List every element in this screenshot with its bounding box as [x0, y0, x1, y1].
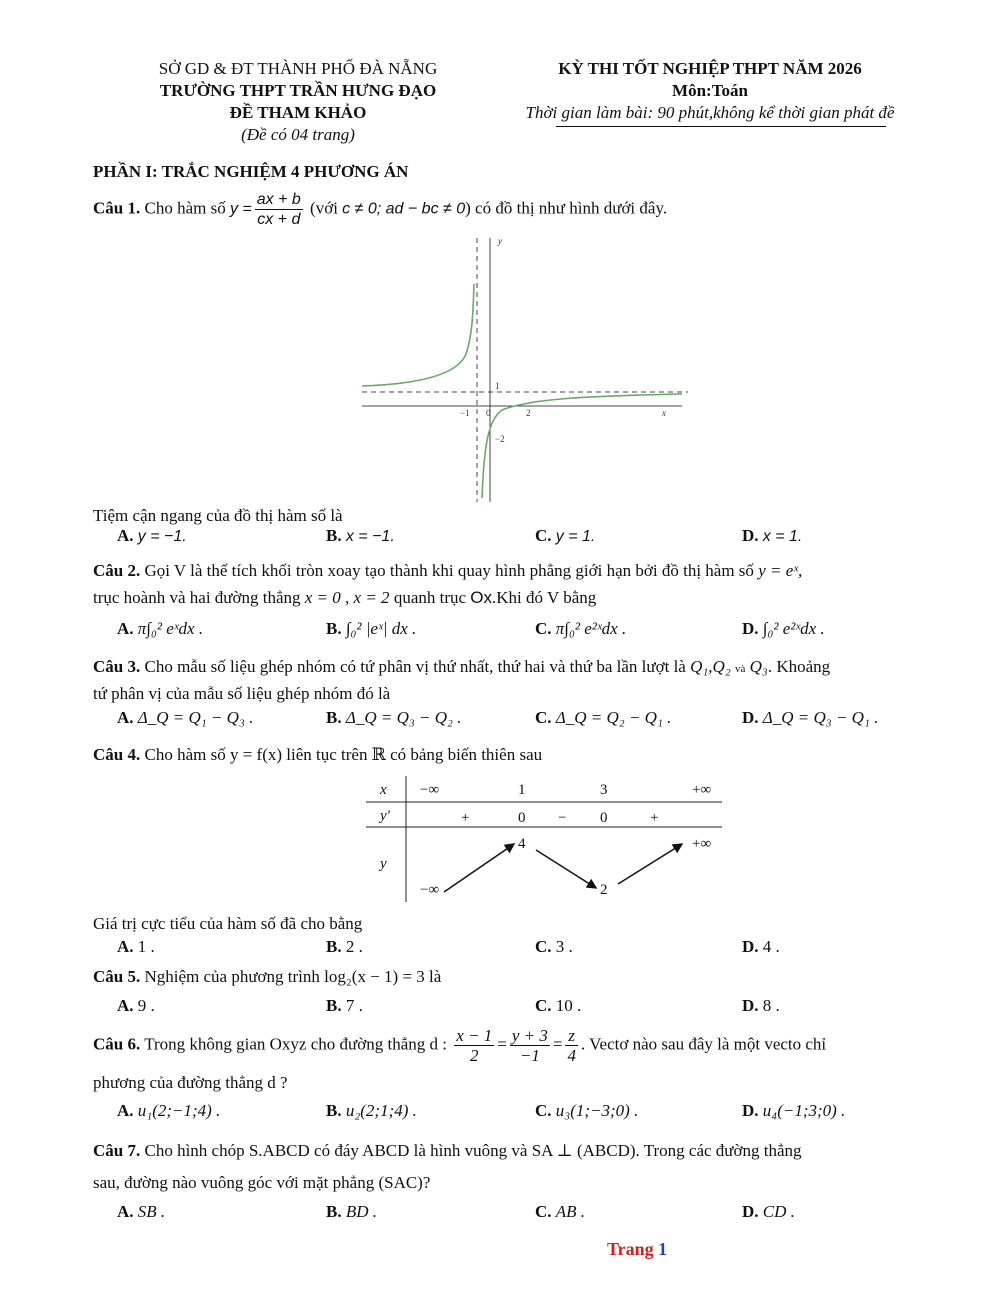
condition-open: (với — [310, 198, 338, 218]
question-label: Câu 2. — [93, 561, 141, 580]
question-label: Câu 7. — [93, 1141, 141, 1160]
q4-option-c[interactable]: C. 3 . — [535, 937, 573, 956]
q7-option-a[interactable]: A. SB . — [117, 1202, 166, 1221]
function-graph — [362, 236, 688, 502]
header-left — [118, 58, 478, 146]
tick-0: 0 — [486, 408, 491, 418]
function-formula: y = eˣ, — [758, 561, 803, 580]
y-row-label: y — [380, 856, 387, 872]
q2-option-b[interactable]: B. ∫₀² |eˣ| dx . — [326, 619, 417, 638]
q4-prompt: Giá trị cực tiểu của hàm số đã cho bằng — [93, 914, 363, 933]
y-val-max: 4 — [518, 836, 526, 852]
q5-option-c[interactable]: C. 10 . — [535, 996, 582, 1015]
q6-option-b[interactable]: B. u₂(2;1;4) . — [326, 1101, 417, 1120]
q1-option-d[interactable]: D. x = 1. — [742, 526, 803, 545]
question-7: Câu 7. Cho hình chóp S.ABCD có đáy ABCD là hình vuông và SA ⊥ (ABCD). Trong các đường thẳng — [93, 1141, 802, 1160]
q2-option-a[interactable]: A. π∫₀² eˣdx . — [117, 619, 204, 638]
yprime-row-label: y' — [380, 808, 390, 824]
arrow-up-1 — [444, 844, 514, 892]
q5-option-b[interactable]: B. 7 . — [326, 996, 363, 1015]
page-count-note: (Đề có 04 trang) — [241, 125, 355, 144]
question-label: Câu 5. — [93, 967, 141, 986]
x-val-neg-inf: −∞ — [420, 782, 440, 798]
section-title: PHẦN I: TRẮC NGHIỆM 4 PHƯƠNG ÁN — [93, 162, 409, 181]
department-name: SỞ GD & ĐT THÀNH PHỐ ĐÀ NẴNG — [158, 59, 438, 78]
tick-neg1: −1 — [460, 408, 470, 418]
sign-zero-2: 0 — [600, 810, 608, 826]
sign-plus-1: + — [461, 810, 470, 826]
fraction-x: $\frac{x - 1}{2}$ — [456, 1026, 493, 1065]
q1-option-b[interactable]: B. x = −1. — [326, 526, 395, 545]
page-number: 1 — [658, 1239, 668, 1259]
question-text: Cho hàm số — [144, 198, 226, 218]
left-branch — [362, 284, 474, 386]
y-axis-label: y — [498, 236, 502, 246]
x-val-pos-inf: +∞ — [692, 782, 712, 798]
q3-option-a[interactable]: A. Δ_Q = Q₁ − Q₃ . — [117, 708, 254, 727]
q1-option-c[interactable]: C. y = 1. — [535, 526, 596, 545]
q7-option-d[interactable]: D. CD . — [742, 1202, 795, 1221]
exam-type: ĐỀ THAM KHẢO — [229, 103, 367, 122]
q1-option-a[interactable]: A. y = −1. — [117, 526, 187, 545]
question-label: Câu 3. — [93, 657, 141, 676]
q4-option-b[interactable]: B. 2 . — [326, 937, 363, 956]
right-branch — [482, 394, 682, 498]
question-3: Câu 3. Cho mẫu số liệu ghép nhóm có tứ phân vị thứ nhất, thứ hai và thứ ba lần lượt là Q₁,Q₂ và Q₃. Khoảng — [93, 657, 831, 676]
question-label: Câu 4. — [93, 745, 141, 764]
header-underline — [556, 126, 886, 127]
page-label: Trang — [607, 1239, 654, 1259]
q6-option-c[interactable]: C. u₃(1;−3;0) . — [535, 1101, 639, 1120]
question-label: Câu 1. — [93, 198, 141, 218]
q2-option-d[interactable]: D. ∫₀² e²ˣdx . — [742, 619, 825, 638]
question-text-end: ) có đồ thị như hình dưới đây. — [465, 198, 668, 218]
arrow-up-2 — [618, 844, 682, 884]
q4-option-d[interactable]: D. 4 . — [742, 937, 780, 956]
school-name: TRƯỜNG THPT TRẦN HƯNG ĐẠO — [159, 81, 437, 100]
question-text: Gọi V là thể tích khối tròn xoay tạo thành khi quay hình phẳng giới hạn bởi đồ thị hàm số — [144, 561, 754, 580]
q6-option-d[interactable]: D. u₄(−1;3;0) . — [742, 1101, 846, 1120]
question-6: Câu 6. Trong không gian Oxyz cho đường thẳng d : $\frac{x - 1}{2}$ = $\frac{y + 3}{-1}$ = $\frac{z}{4}$ . Vectơ nào sau đây là một vecto chỉ — [93, 1026, 827, 1065]
x-row-label: x — [380, 782, 387, 798]
question-3-line2: tứ phân vị của mẫu số liệu ghép nhóm đó là — [93, 684, 391, 703]
question-6-line2: phương của đường thẳng d ? — [93, 1073, 288, 1092]
y-val-pos-inf: +∞ — [692, 836, 712, 852]
sign-zero-1: 0 — [518, 810, 526, 826]
function-fraction: $\frac{ax + b}{cx + d}$ — [256, 191, 301, 228]
q7-option-c[interactable]: C. AB . — [535, 1202, 586, 1221]
question-label: Câu 6. — [93, 1034, 141, 1054]
page-footer — [607, 1239, 667, 1260]
sign-minus: − — [558, 810, 567, 826]
exam-duration: Thời gian làm bài: 90 phút,không kể thời gian phát đề — [525, 103, 895, 122]
q3-option-d[interactable]: D. Δ_Q = Q₃ − Q₁ . — [742, 708, 879, 727]
q3-option-c[interactable]: C. Δ_Q = Q₂ − Q₁ . — [535, 708, 672, 727]
q4-option-a[interactable]: A. 1 . — [117, 937, 155, 956]
x-axis-label: x — [662, 408, 666, 418]
x-val-1: 1 — [518, 782, 526, 798]
q3-option-b[interactable]: B. Δ_Q = Q₃ − Q₂ . — [326, 708, 462, 727]
question-4: Câu 4. Cho hàm số y = f(x) liên tục trên ℝ có bảng biến thiên sau — [93, 745, 543, 764]
subject: Môn:Toán — [672, 81, 748, 100]
question-1 — [93, 190, 667, 229]
fraction-z: $\frac{z}{4}$ — [567, 1026, 576, 1065]
x-val-3: 3 — [600, 782, 608, 798]
tick-2: 2 — [526, 408, 531, 418]
tick-neg2: −2 — [495, 434, 505, 444]
header-right — [490, 58, 930, 124]
question-2 — [93, 560, 953, 582]
variation-table — [366, 776, 722, 902]
question-7-line2: sau, đường nào vuông góc với mặt phẳng (SAC)? — [93, 1173, 431, 1192]
exam-title: KỲ THI TỐT NGHIỆP THPT NĂM 2026 — [558, 59, 862, 78]
tick-1: 1 — [495, 381, 500, 391]
y-val-min: 2 — [600, 882, 608, 898]
q5-option-a[interactable]: A. 9 . — [117, 996, 155, 1015]
y-val-neg-inf: −∞ — [420, 882, 440, 898]
q5-option-d[interactable]: D. 8 . — [742, 996, 780, 1015]
q1-prompt: Tiệm cận ngang của đồ thị hàm số là — [93, 506, 343, 525]
question-2-line2: trục hoành và hai đường thẳng x = 0 , x = 2 quanh trục Ox.Khi đó V bằng — [93, 588, 597, 607]
function-formula: y = — [229, 200, 252, 218]
q2-option-c[interactable]: C. π∫₀² e²ˣdx . — [535, 619, 627, 638]
q7-option-b[interactable]: B. BD . — [326, 1202, 378, 1221]
question-5: Câu 5. Nghiệm của phương trình log₂(x − 1) = 3 là — [93, 967, 442, 986]
sign-plus-2: + — [650, 810, 659, 826]
fraction-y: $\frac{y + 3}{-1}$ — [511, 1026, 548, 1065]
arrow-down — [536, 850, 596, 888]
condition: c ≠ 0; ad − bc ≠ 0 — [342, 200, 466, 218]
q6-option-a[interactable]: A. u₁(2;−1;4) . — [117, 1101, 221, 1120]
